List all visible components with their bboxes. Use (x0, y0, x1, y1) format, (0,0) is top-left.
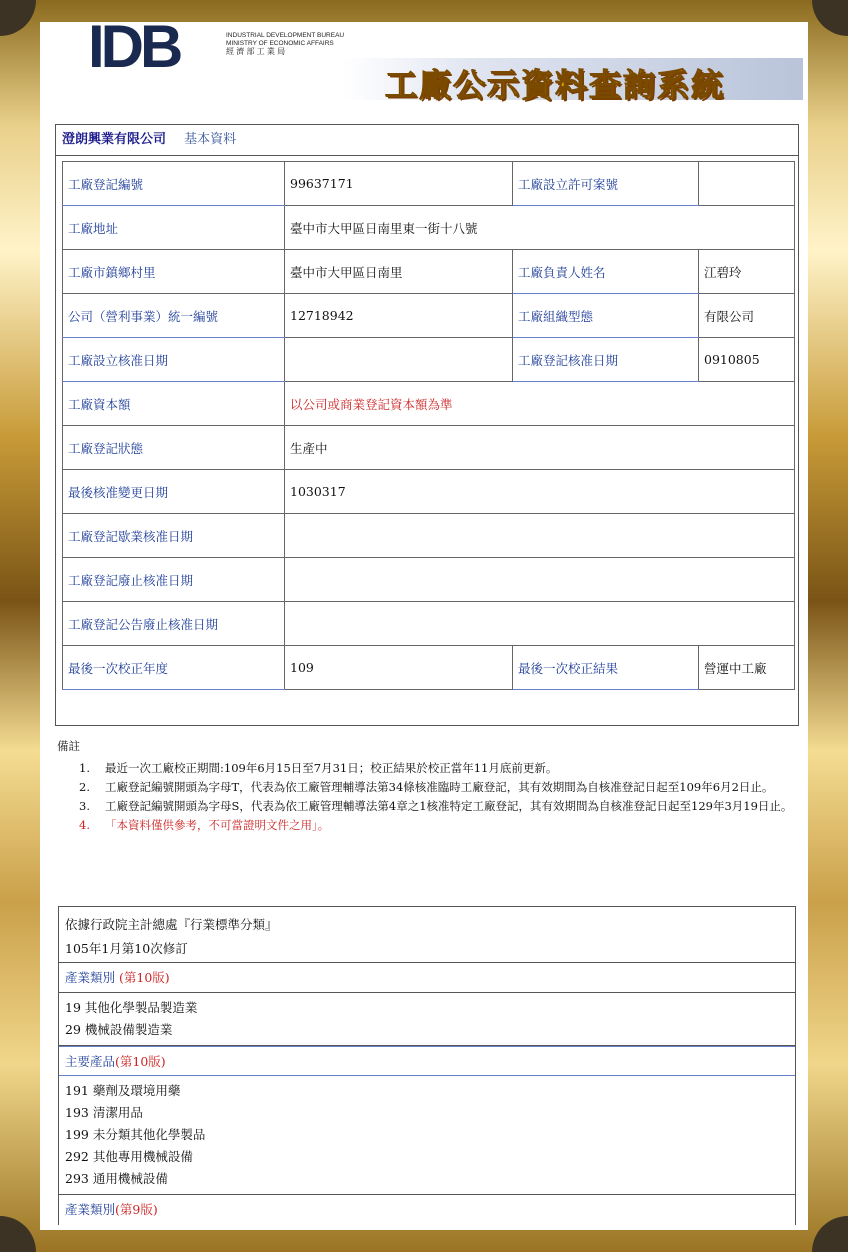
info-row (63, 162, 795, 206)
note-number: 2. (79, 780, 90, 794)
note-number: 1. (79, 761, 90, 775)
product-version: (第10版) (115, 1054, 166, 1069)
field-label: 公司（營利事業）統一編號 (63, 294, 285, 338)
category-label: 產業類別 (65, 970, 116, 985)
note-number: 4. (79, 818, 90, 832)
field-value: 生產中 (285, 426, 795, 470)
system-title: 工廠公示資料查詢系統 (385, 66, 726, 104)
note-item (57, 779, 797, 796)
info-row (63, 514, 795, 558)
info-row (63, 206, 795, 250)
info-row (63, 294, 795, 338)
system-title-banner (343, 58, 803, 104)
field-value (285, 338, 513, 382)
company-name: 澄朗興業有限公司 (62, 132, 167, 147)
category-list (59, 993, 795, 1046)
field-value: 以公司或商業登記資本額為準 (285, 382, 795, 426)
info-row (63, 602, 795, 646)
field-label: 工廠登記公告廢止核准日期 (63, 602, 285, 646)
content (53, 0, 798, 1230)
note-number: 3. (79, 799, 90, 813)
field-label: 工廠負責人姓名 (513, 250, 699, 294)
agency-zh: 經 濟 部 工 業 局 (226, 47, 286, 56)
category9-header (59, 1195, 795, 1225)
classification-source (59, 907, 795, 963)
idb-logo: IDB (88, 13, 180, 80)
info-row (63, 558, 795, 602)
category-version: (第10版) (119, 970, 170, 985)
product-item: 292 其他專用機械設備 (65, 1149, 193, 1164)
field-value: 臺中市大甲區日南里東一街十八號 (285, 206, 795, 250)
info-row (63, 646, 795, 690)
field-label: 工廠登記編號 (63, 162, 285, 206)
field-value: 臺中市大甲區日南里 (285, 250, 513, 294)
field-value (285, 602, 795, 646)
product-item: 199 未分類其他化學製品 (65, 1127, 206, 1142)
note-item (57, 760, 797, 777)
category9-label: 產業類別 (65, 1202, 116, 1217)
product-label: 主要產品 (65, 1054, 116, 1069)
product-item: 191 藥劑及環境用藥 (65, 1083, 181, 1098)
field-value (699, 162, 795, 206)
note-item (57, 798, 797, 815)
field-label: 工廠組織型態 (513, 294, 699, 338)
field-value: 營運中工廠 (699, 646, 795, 690)
field-label: 工廠地址 (63, 206, 285, 250)
field-value (285, 514, 795, 558)
product-item: 193 清潔用品 (65, 1105, 143, 1120)
agency-name (226, 32, 386, 56)
agency-en-2: MINISTRY OF ECONOMIC AFFAIRS (226, 40, 334, 47)
product-item: 293 通用機械設備 (65, 1171, 168, 1186)
notes-heading: 備註 (57, 739, 80, 753)
field-value: 12718942 (285, 294, 513, 338)
field-label: 工廠登記廢止核准日期 (63, 558, 285, 602)
info-row (63, 426, 795, 470)
field-label: 工廠設立核准日期 (63, 338, 285, 382)
info-row (63, 382, 795, 426)
basic-info-table (62, 161, 795, 690)
product-header (59, 1046, 795, 1076)
field-label: 最後一次校正年度 (63, 646, 285, 690)
field-value: 99637171 (285, 162, 513, 206)
field-value: 109 (285, 646, 513, 690)
field-value: 江碧玲 (699, 250, 795, 294)
classification-revision: 105年1月第10次修訂 (65, 941, 188, 956)
field-label: 工廠市鎮鄉村里 (63, 250, 285, 294)
section-label: 基本資料 (184, 132, 237, 147)
industry-classification (58, 906, 796, 1225)
note-item (57, 817, 797, 834)
classification-source-text: 依據行政院主計總處『行業標準分類』 (65, 917, 278, 932)
basic-info-card (55, 124, 799, 726)
field-label: 工廠登記歇業核准日期 (63, 514, 285, 558)
info-row (63, 338, 795, 382)
notes (57, 738, 797, 836)
field-label: 最後核准變更日期 (63, 470, 285, 514)
note-text: 最近一次工廠校正期間:109年6月15日至7月31日；校正結果於校正當年11月底前更新。 (105, 761, 558, 775)
note-text: 「本資料僅供參考，不可當證明文件之用」。 (105, 818, 330, 832)
note-text: 工廠登記編號開頭為字母S，代表為依工廠管理輔導法第4章之1核准特定工廠登記，其有效期間為自核准登記日起至129年3月19日止。 (105, 799, 793, 813)
note-text: 工廠登記編號開頭為字母T，代表為依工廠管理輔導法第34條核准臨時工廠登記，其有效期間為自核准登記日起至109年6月2日止。 (105, 780, 774, 794)
category-item: 19 其他化學製品製造業 (65, 1000, 198, 1015)
field-label: 最後一次校正結果 (513, 646, 699, 690)
field-value: 有限公司 (699, 294, 795, 338)
info-row (63, 470, 795, 514)
product-list (59, 1076, 795, 1195)
field-label: 工廠資本額 (63, 382, 285, 426)
field-value: 1030317 (285, 470, 795, 514)
field-value: 0910805 (699, 338, 795, 382)
field-label: 工廠登記核准日期 (513, 338, 699, 382)
category9-version: (第9版) (115, 1202, 158, 1217)
field-label: 工廠設立許可案號 (513, 162, 699, 206)
field-label: 工廠登記狀態 (63, 426, 285, 470)
info-row (63, 250, 795, 294)
category-header (59, 963, 795, 993)
field-value (285, 558, 795, 602)
agency-en-1: INDUSTRIAL DEVELOPMENT BUREAU (226, 32, 345, 39)
card-title (56, 125, 798, 156)
header (88, 6, 788, 102)
category-item: 29 機械設備製造業 (65, 1022, 173, 1037)
